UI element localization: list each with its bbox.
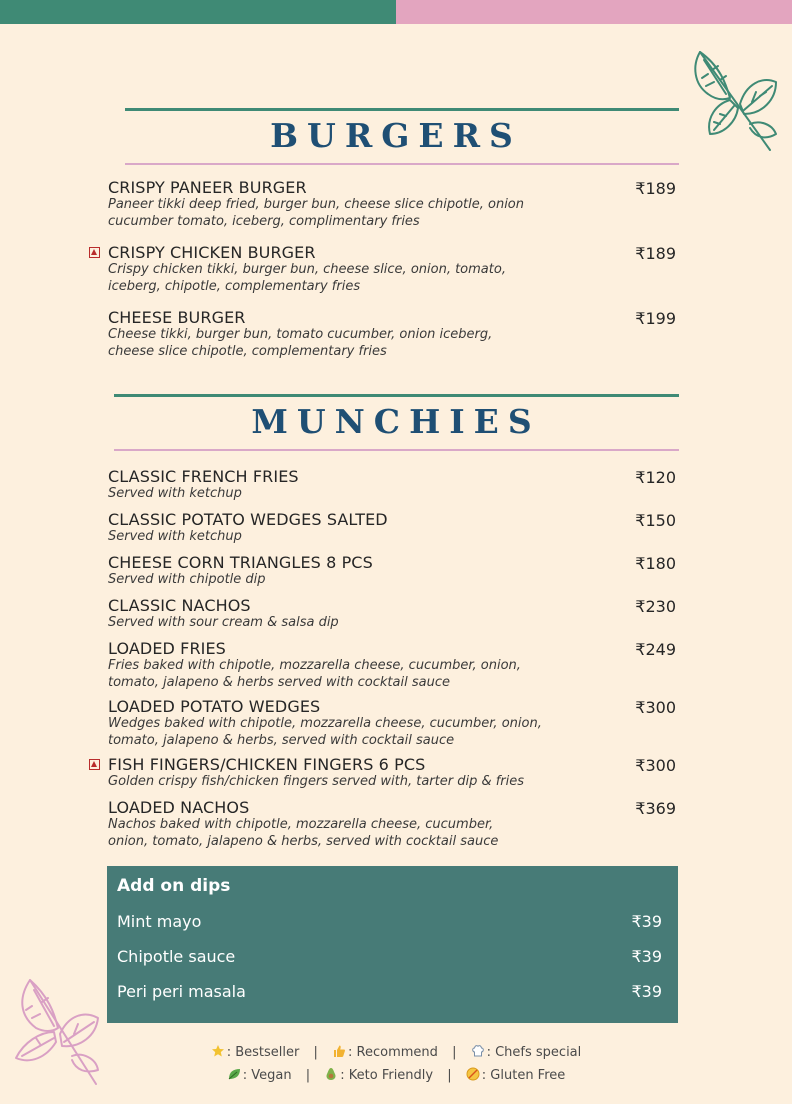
menu-item: [108, 468, 678, 503]
add-on-dips-panel: [107, 866, 678, 1023]
item-price: ₹120: [635, 468, 676, 487]
dip-price: ₹39: [631, 982, 662, 1001]
chef-hat-icon: [471, 1044, 485, 1058]
item-price: ₹300: [635, 756, 676, 775]
item-name: CLASSIC POTATO WEDGES SALTED: [108, 510, 388, 529]
item-description: tomato, jalapeno & herbs served with cocktail sauce: [108, 674, 450, 690]
item-description: tomato, jalapeno & herbs, served with cocktail sauce: [108, 732, 455, 748]
item-name: LOADED FRIES: [108, 639, 226, 658]
item-description: Served with chipotle dip: [108, 572, 266, 587]
item-description: iceberg, chipotle, complementary fries: [108, 278, 361, 294]
item-name: LOADED NACHOS: [108, 798, 250, 817]
item-description: onion, tomato, jalapeno & herbs, served with cocktail sauce: [108, 833, 499, 849]
item-price: ₹150: [635, 511, 676, 530]
legend-chefs-special: : Chefs special: [486, 1045, 582, 1060]
menu-item: [108, 554, 678, 589]
item-description: Crispy chicken tikki, burger bun, cheese slice, onion, tomato,: [108, 262, 506, 277]
dip-item: [117, 982, 662, 1001]
legend-separator: |: [305, 1068, 311, 1083]
dip-price: ₹39: [631, 912, 662, 931]
item-price: ₹199: [635, 309, 676, 328]
non-veg-icon: [89, 759, 100, 770]
menu-item: [108, 698, 678, 749]
menu-item: [108, 179, 678, 230]
item-description: Golden crispy fish/chicken fingers served with, tarter dip & fries: [108, 774, 525, 789]
item-name: CRISPY PANEER BURGER: [108, 178, 307, 197]
section-title-munchies: MUNCHIES: [251, 402, 541, 441]
dip-name: Chipotle sauce: [117, 947, 236, 966]
star-icon: [211, 1044, 225, 1058]
item-name: CRISPY CHICKEN BURGER: [108, 243, 316, 262]
item-name: CLASSIC FRENCH FRIES: [108, 467, 299, 486]
avocado-icon: [324, 1067, 338, 1081]
menu-item: [108, 756, 678, 791]
thumbs-up-icon: [332, 1044, 346, 1058]
menu-item: [108, 640, 678, 691]
item-description: Paneer tikki deep fried, burger bun, cheese slice chipotle, onion: [108, 197, 524, 212]
item-name: CHEESE CORN TRIANGLES 8 PCS: [108, 553, 373, 572]
menu-item: [108, 799, 678, 850]
item-price: ₹230: [635, 597, 676, 616]
legend-row-1: [0, 1044, 792, 1060]
wheat-crossed-icon: [466, 1067, 480, 1081]
item-price: ₹300: [635, 698, 676, 717]
legend-separator: |: [452, 1045, 457, 1060]
item-description: Nachos baked with chipotle, mozzarella cheese, cucumber,: [108, 817, 494, 832]
item-description: Fries baked with chipotle, mozzarella cheese, cucumber, onion,: [108, 658, 521, 673]
item-price: ₹180: [635, 554, 676, 573]
top-bar-pink: [396, 0, 792, 24]
menu-item: [108, 244, 678, 295]
item-price: ₹249: [635, 640, 676, 659]
item-name: CHEESE BURGER: [108, 308, 246, 327]
dip-item: [117, 947, 662, 966]
legend-vegan: : Vegan: [242, 1068, 292, 1083]
non-veg-icon: [89, 247, 100, 258]
dip-name: Peri peri masala: [117, 982, 246, 1001]
legend-gluten-free: : Gluten Free: [481, 1068, 566, 1083]
item-description: Wedges baked with chipotle, mozzarella cheese, cucumber, onion,: [108, 716, 542, 731]
top-bar-green: [0, 0, 396, 24]
item-price: ₹189: [635, 179, 676, 198]
legend-recommend: : Recommend: [348, 1045, 438, 1060]
dip-price: ₹39: [631, 947, 662, 966]
item-name: LOADED POTATO WEDGES: [108, 697, 321, 716]
burgers-top-rule: [125, 108, 679, 111]
legend-separator: |: [313, 1045, 318, 1060]
munchies-top-rule: [114, 394, 679, 397]
munchies-bottom-rule: [114, 449, 679, 451]
item-description: Served with ketchup: [108, 486, 242, 501]
menu-item: [108, 597, 678, 632]
item-name: FISH FINGERS/CHICKEN FINGERS 6 PCS: [108, 755, 426, 774]
item-description: Served with ketchup: [108, 529, 242, 544]
menu-item: [108, 309, 678, 360]
item-name: CLASSIC NACHOS: [108, 596, 251, 615]
section-title-burgers: BURGERS: [270, 116, 522, 155]
dips-title: Add on dips: [117, 876, 231, 896]
leaf-icon: [227, 1067, 241, 1081]
legend-row-2: [0, 1067, 792, 1083]
item-price: ₹369: [635, 799, 676, 818]
item-description: cheese slice chipotle, complementary fries: [108, 343, 387, 359]
legend-separator: |: [447, 1068, 452, 1083]
item-price: ₹189: [635, 244, 676, 263]
dip-item: [117, 912, 662, 931]
item-description: Cheese tikki, burger bun, tomato cucumber, onion iceberg,: [108, 327, 493, 342]
dip-name: Mint mayo: [117, 912, 202, 931]
item-description: Served with sour cream & salsa dip: [108, 615, 339, 630]
item-description: cucumber tomato, iceberg, complimentary fries: [108, 213, 420, 229]
legend-bestseller: : Bestseller: [226, 1045, 300, 1060]
menu-item: [108, 511, 678, 546]
burgers-bottom-rule: [125, 163, 679, 165]
legend-keto: : Keto Friendly: [340, 1068, 434, 1083]
